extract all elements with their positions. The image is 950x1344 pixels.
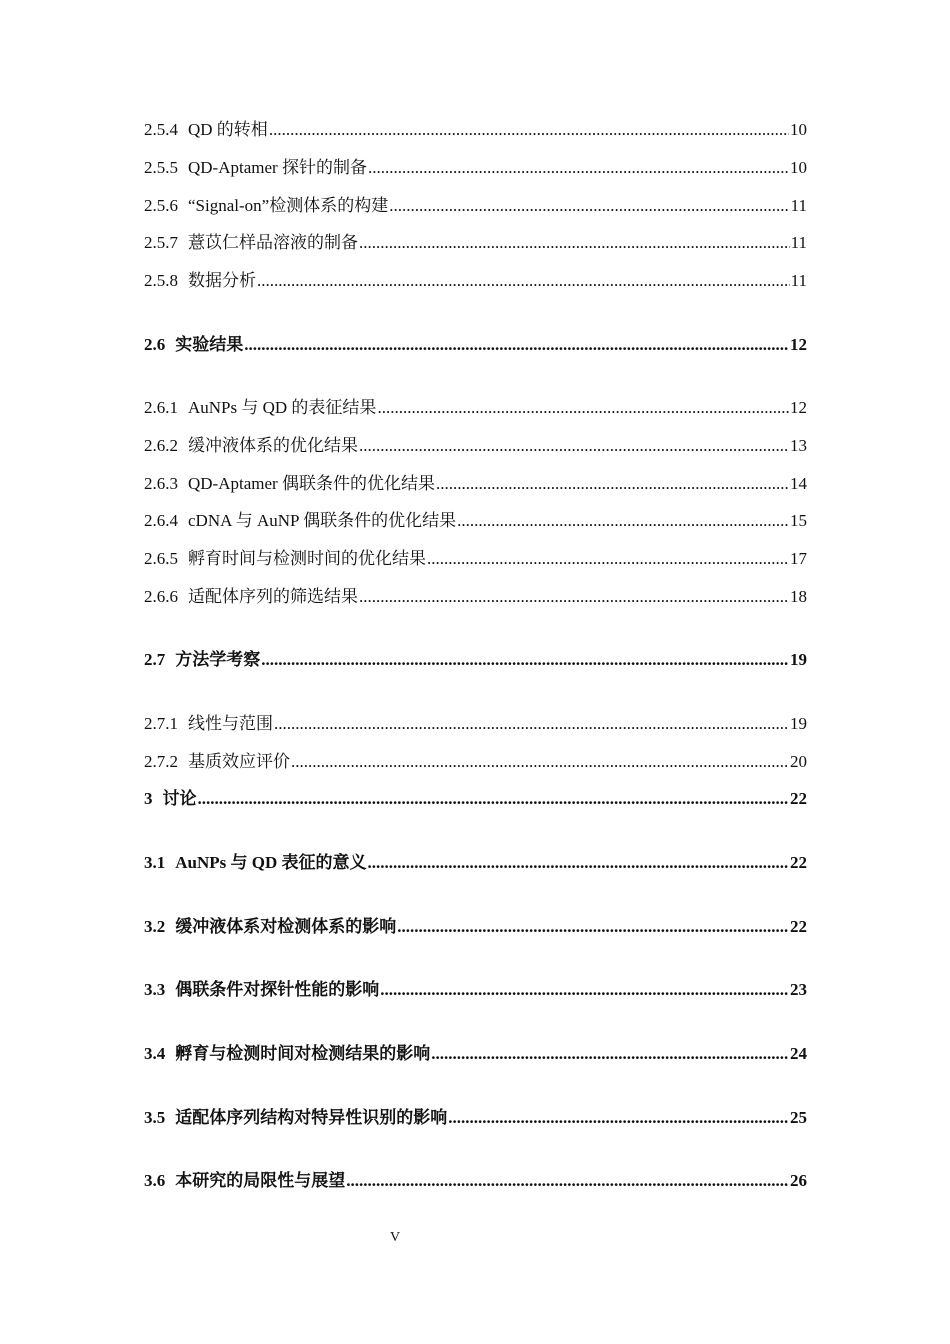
toc-dot-leader bbox=[359, 584, 789, 610]
toc-entry-title: “Signal-on”检测体系的构建 bbox=[188, 196, 389, 215]
toc-entry-page: 17 bbox=[790, 549, 807, 568]
toc-entry-2-6-4[interactable] bbox=[144, 508, 807, 534]
toc-entry-2-5-8[interactable] bbox=[144, 268, 807, 294]
toc-entry-page: 13 bbox=[790, 436, 807, 455]
toc-entry-page: 12 bbox=[790, 335, 807, 354]
toc-entry-number: 3.2 bbox=[144, 917, 166, 936]
toc-entry-2-7[interactable] bbox=[144, 647, 807, 673]
toc-entry-3-6[interactable] bbox=[144, 1168, 807, 1194]
toc-entry-2-7-2[interactable] bbox=[144, 749, 807, 775]
toc-dot-leader bbox=[368, 850, 789, 876]
toc-entry-page: 10 bbox=[790, 158, 807, 177]
toc-entry-page: 11 bbox=[790, 196, 807, 215]
toc-entry-2-5-5[interactable] bbox=[144, 155, 807, 181]
toc-dot-leader bbox=[244, 332, 789, 358]
toc-entry-2-6-3[interactable] bbox=[144, 471, 807, 497]
toc-entry-title: AuNPs 与 QD 表征的意义 bbox=[175, 853, 367, 872]
toc-entry-page: 26 bbox=[790, 1171, 807, 1190]
toc-entry-2-5-4[interactable] bbox=[144, 117, 807, 143]
toc-dot-leader bbox=[274, 711, 789, 737]
toc-entry-page: 22 bbox=[790, 789, 807, 808]
toc-entry-number: 3 bbox=[144, 789, 153, 808]
toc-entry-3[interactable] bbox=[144, 786, 807, 812]
toc-dot-leader bbox=[346, 1168, 789, 1194]
toc-entry-title: 线性与范围 bbox=[188, 714, 273, 733]
toc-entry-page: 14 bbox=[790, 474, 807, 493]
toc-entry-number: 2.5.6 bbox=[144, 196, 178, 215]
toc-entry-page: 15 bbox=[790, 511, 807, 530]
toc-entry-title: AuNPs 与 QD 的表征结果 bbox=[188, 398, 377, 417]
toc-entry-3-1[interactable] bbox=[144, 850, 807, 876]
toc-dot-leader bbox=[368, 155, 789, 181]
toc-dot-leader bbox=[359, 230, 790, 256]
toc-entry-title: QD-Aptamer 探针的制备 bbox=[188, 158, 367, 177]
toc-entry-number: 3.4 bbox=[144, 1044, 166, 1063]
toc-entry-page: 23 bbox=[790, 980, 807, 999]
toc-entry-3-2[interactable] bbox=[144, 914, 807, 940]
toc-entry-number: 3.5 bbox=[144, 1108, 166, 1127]
toc-entry-page: 18 bbox=[790, 587, 807, 606]
toc-dot-leader bbox=[380, 977, 789, 1003]
toc-entry-2-5-7[interactable] bbox=[144, 230, 807, 256]
toc-dot-leader bbox=[389, 193, 789, 219]
toc-entry-number: 2.6.4 bbox=[144, 511, 178, 530]
toc-entry-page: 22 bbox=[790, 853, 807, 872]
toc-entry-number: 2.6.6 bbox=[144, 587, 178, 606]
toc-entry-3-3[interactable] bbox=[144, 977, 807, 1003]
toc-entry-title: 缓冲液体系的优化结果 bbox=[188, 436, 358, 455]
toc-entry-title: cDNA 与 AuNP 偶联条件的优化结果 bbox=[188, 511, 457, 530]
toc-entry-page: 11 bbox=[790, 233, 807, 252]
toc-entry-page: 11 bbox=[790, 271, 807, 290]
toc-entry-title: 数据分析 bbox=[188, 271, 256, 290]
toc-dot-leader bbox=[457, 508, 789, 534]
toc-entry-title: 偶联条件对探针性能的影响 bbox=[175, 980, 380, 999]
toc-entry-title: 讨论 bbox=[162, 789, 197, 808]
toc-entry-number: 2.5.8 bbox=[144, 271, 178, 290]
toc-dot-leader bbox=[198, 786, 790, 812]
toc-dot-leader bbox=[431, 1041, 789, 1067]
toc-entry-title: 适配体序列结构对特异性识别的影响 bbox=[175, 1108, 448, 1127]
toc-entry-2-5-6[interactable] bbox=[144, 193, 807, 219]
toc-entry-2-6-6[interactable] bbox=[144, 584, 807, 610]
toc-entry-3-5[interactable] bbox=[144, 1105, 807, 1131]
toc-entry-3-4[interactable] bbox=[144, 1041, 807, 1067]
toc-entry-number: 2.7.1 bbox=[144, 714, 178, 733]
page-number: V bbox=[389, 1230, 401, 1245]
toc-entry-title: 本研究的局限性与展望 bbox=[175, 1171, 346, 1190]
toc-entry-page: 22 bbox=[790, 917, 807, 936]
toc-entry-page: 12 bbox=[790, 398, 807, 417]
toc-entry-page: 25 bbox=[790, 1108, 807, 1127]
toc-entry-title: QD 的转相 bbox=[188, 120, 268, 139]
toc-entry-number: 3.6 bbox=[144, 1171, 166, 1190]
toc-entry-title: QD-Aptamer 偶联条件的优化结果 bbox=[188, 474, 435, 493]
toc-entry-number: 2.6.1 bbox=[144, 398, 178, 417]
toc-entry-2-7-1[interactable] bbox=[144, 711, 807, 737]
toc-entry-title: 薏苡仁样品溶液的制备 bbox=[188, 233, 358, 252]
toc-entry-title: 适配体序列的筛选结果 bbox=[188, 587, 358, 606]
toc-entry-number: 2.7.2 bbox=[144, 752, 178, 771]
toc-entry-title: 基质效应评价 bbox=[188, 752, 290, 771]
toc-entry-title: 孵育时间与检测时间的优化结果 bbox=[188, 549, 426, 568]
toc-entry-number: 2.6.5 bbox=[144, 549, 178, 568]
toc-entry-number: 2.6 bbox=[144, 335, 166, 354]
toc-entry-page: 19 bbox=[790, 714, 807, 733]
toc-entry-title: 孵育与检测时间对检测结果的影响 bbox=[175, 1044, 431, 1063]
toc-dot-leader bbox=[257, 268, 790, 294]
toc-dot-leader bbox=[377, 395, 789, 421]
toc-entry-title: 实验结果 bbox=[175, 335, 244, 354]
toc-entry-page: 19 bbox=[790, 650, 807, 669]
toc-dot-leader bbox=[436, 471, 789, 497]
toc-entry-2-6-2[interactable] bbox=[144, 433, 807, 459]
toc-entry-number: 2.6.2 bbox=[144, 436, 178, 455]
toc-dot-leader bbox=[291, 749, 789, 775]
toc-dot-leader bbox=[448, 1105, 789, 1131]
toc-entry-number: 2.5.4 bbox=[144, 120, 178, 139]
toc-entry-title: 缓冲液体系对检测体系的影响 bbox=[175, 917, 397, 936]
toc-entry-2-6-5[interactable] bbox=[144, 546, 807, 572]
toc-entry-page: 20 bbox=[790, 752, 807, 771]
toc-entry-2-6-1[interactable] bbox=[144, 395, 807, 421]
toc-entry-title: 方法学考察 bbox=[175, 650, 261, 669]
toc-dot-leader bbox=[269, 117, 789, 143]
toc-entry-number: 3.3 bbox=[144, 980, 166, 999]
toc-dot-leader bbox=[397, 914, 789, 940]
toc-dot-leader bbox=[427, 546, 789, 572]
toc-dot-leader bbox=[261, 647, 789, 673]
toc-dot-leader bbox=[359, 433, 789, 459]
toc-entry-number: 2.6.3 bbox=[144, 474, 178, 493]
toc-entry-number: 2.5.5 bbox=[144, 158, 178, 177]
toc-entry-number: 3.1 bbox=[144, 853, 166, 872]
toc-entry-number: 2.7 bbox=[144, 650, 166, 669]
toc-entry-2-6[interactable] bbox=[144, 332, 807, 358]
toc-entry-page: 24 bbox=[790, 1044, 807, 1063]
toc-entry-page: 10 bbox=[790, 120, 807, 139]
toc-entry-number: 2.5.7 bbox=[144, 233, 178, 252]
